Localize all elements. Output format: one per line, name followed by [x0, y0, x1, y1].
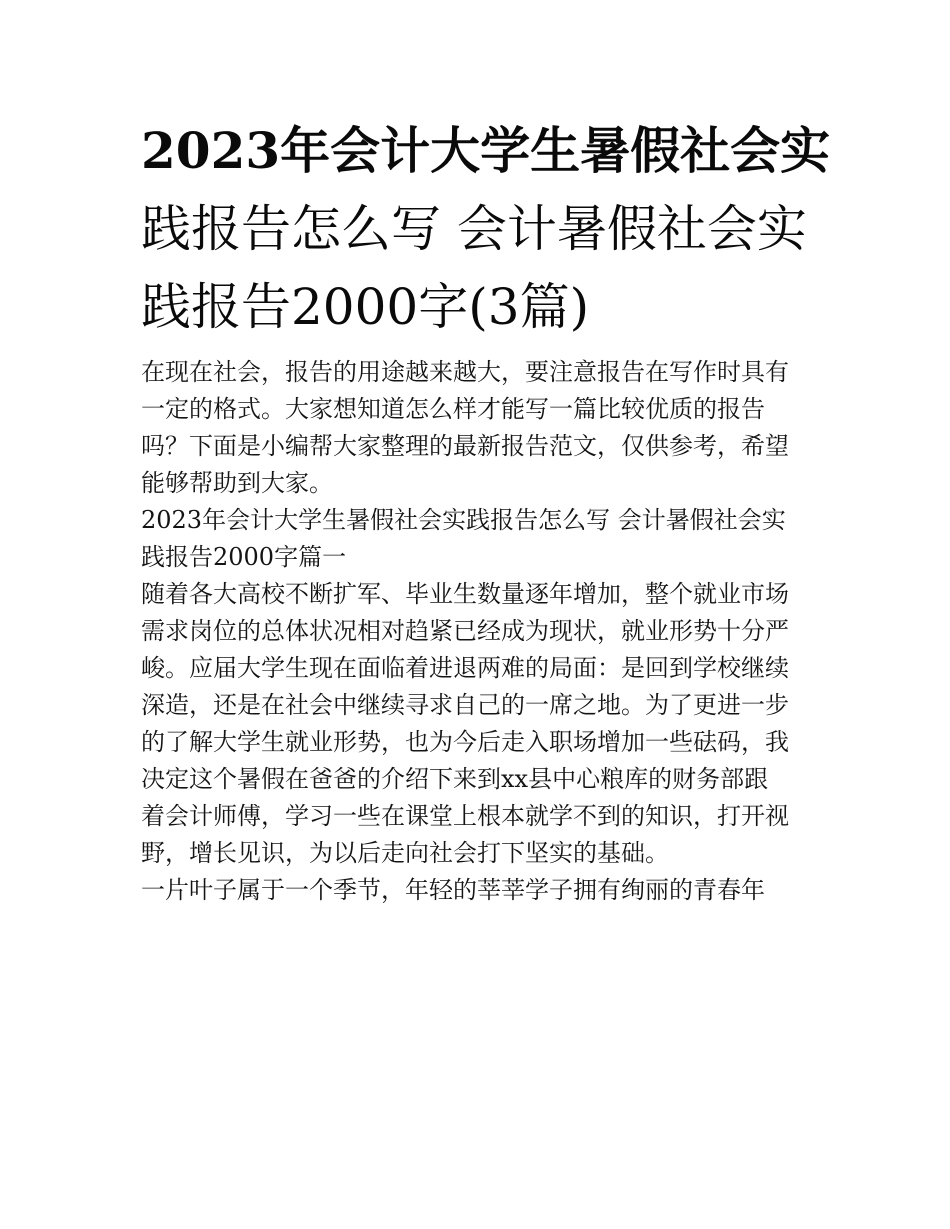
body-line: 深造，还是在社会中继续寻求自己的一席之地。为了更进一步	[141, 691, 789, 719]
body-paragraph	[141, 576, 813, 872]
section-heading	[141, 502, 813, 576]
title-line: 2023年会计大学生暑假社会实	[141, 121, 831, 180]
document-content	[141, 112, 831, 909]
body-paragraph	[141, 872, 813, 909]
body-line: 的了解大学生就业形势，也为今后走入职场增加一些砝码，我	[141, 728, 789, 756]
body-line: 随着各大高校不断扩军、毕业生数量逐年增加，整个就业市场	[141, 580, 789, 608]
body-line: 峻。应届大学生现在面临着进退两难的局面：是回到学校继续	[141, 654, 789, 682]
title-line: 践报告怎么写 会计暑假社会实	[141, 200, 807, 258]
intro-line: 能够帮助到大家。	[141, 469, 333, 497]
intro-paragraph	[141, 354, 813, 502]
document-title	[141, 112, 831, 346]
body-line: 一片叶子属于一个季节，年轻的莘莘学子拥有绚丽的青春年	[141, 876, 765, 904]
body-line: 野，增长见识，为以后走向社会打下坚实的基础。	[141, 839, 669, 867]
intro-line: 在现在社会，报告的用途越来越大，要注意报告在写作时具有	[141, 358, 789, 386]
body-line: 决定这个暑假在爸爸的介绍下来到xx县中心粮库的财务部跟	[141, 765, 769, 793]
intro-line: 一定的格式。大家想知道怎么样才能写一篇比较优质的报告	[141, 395, 765, 423]
section-heading-line: 2023年会计大学生暑假社会实践报告怎么写 会计暑假社会实	[141, 506, 786, 534]
intro-line: 吗？下面是小编帮大家整理的最新报告范文，仅供参考，希望	[141, 432, 789, 460]
body-line: 着会计师傅，学习一些在课堂上根本就学不到的知识，打开视	[141, 802, 789, 830]
section-heading-line: 践报告2000字篇一	[141, 543, 347, 571]
body-line: 需求岗位的总体状况相对趋紧已经成为现状，就业形势十分严	[141, 617, 789, 645]
title-line: 践报告2000字(3篇)	[141, 278, 590, 336]
